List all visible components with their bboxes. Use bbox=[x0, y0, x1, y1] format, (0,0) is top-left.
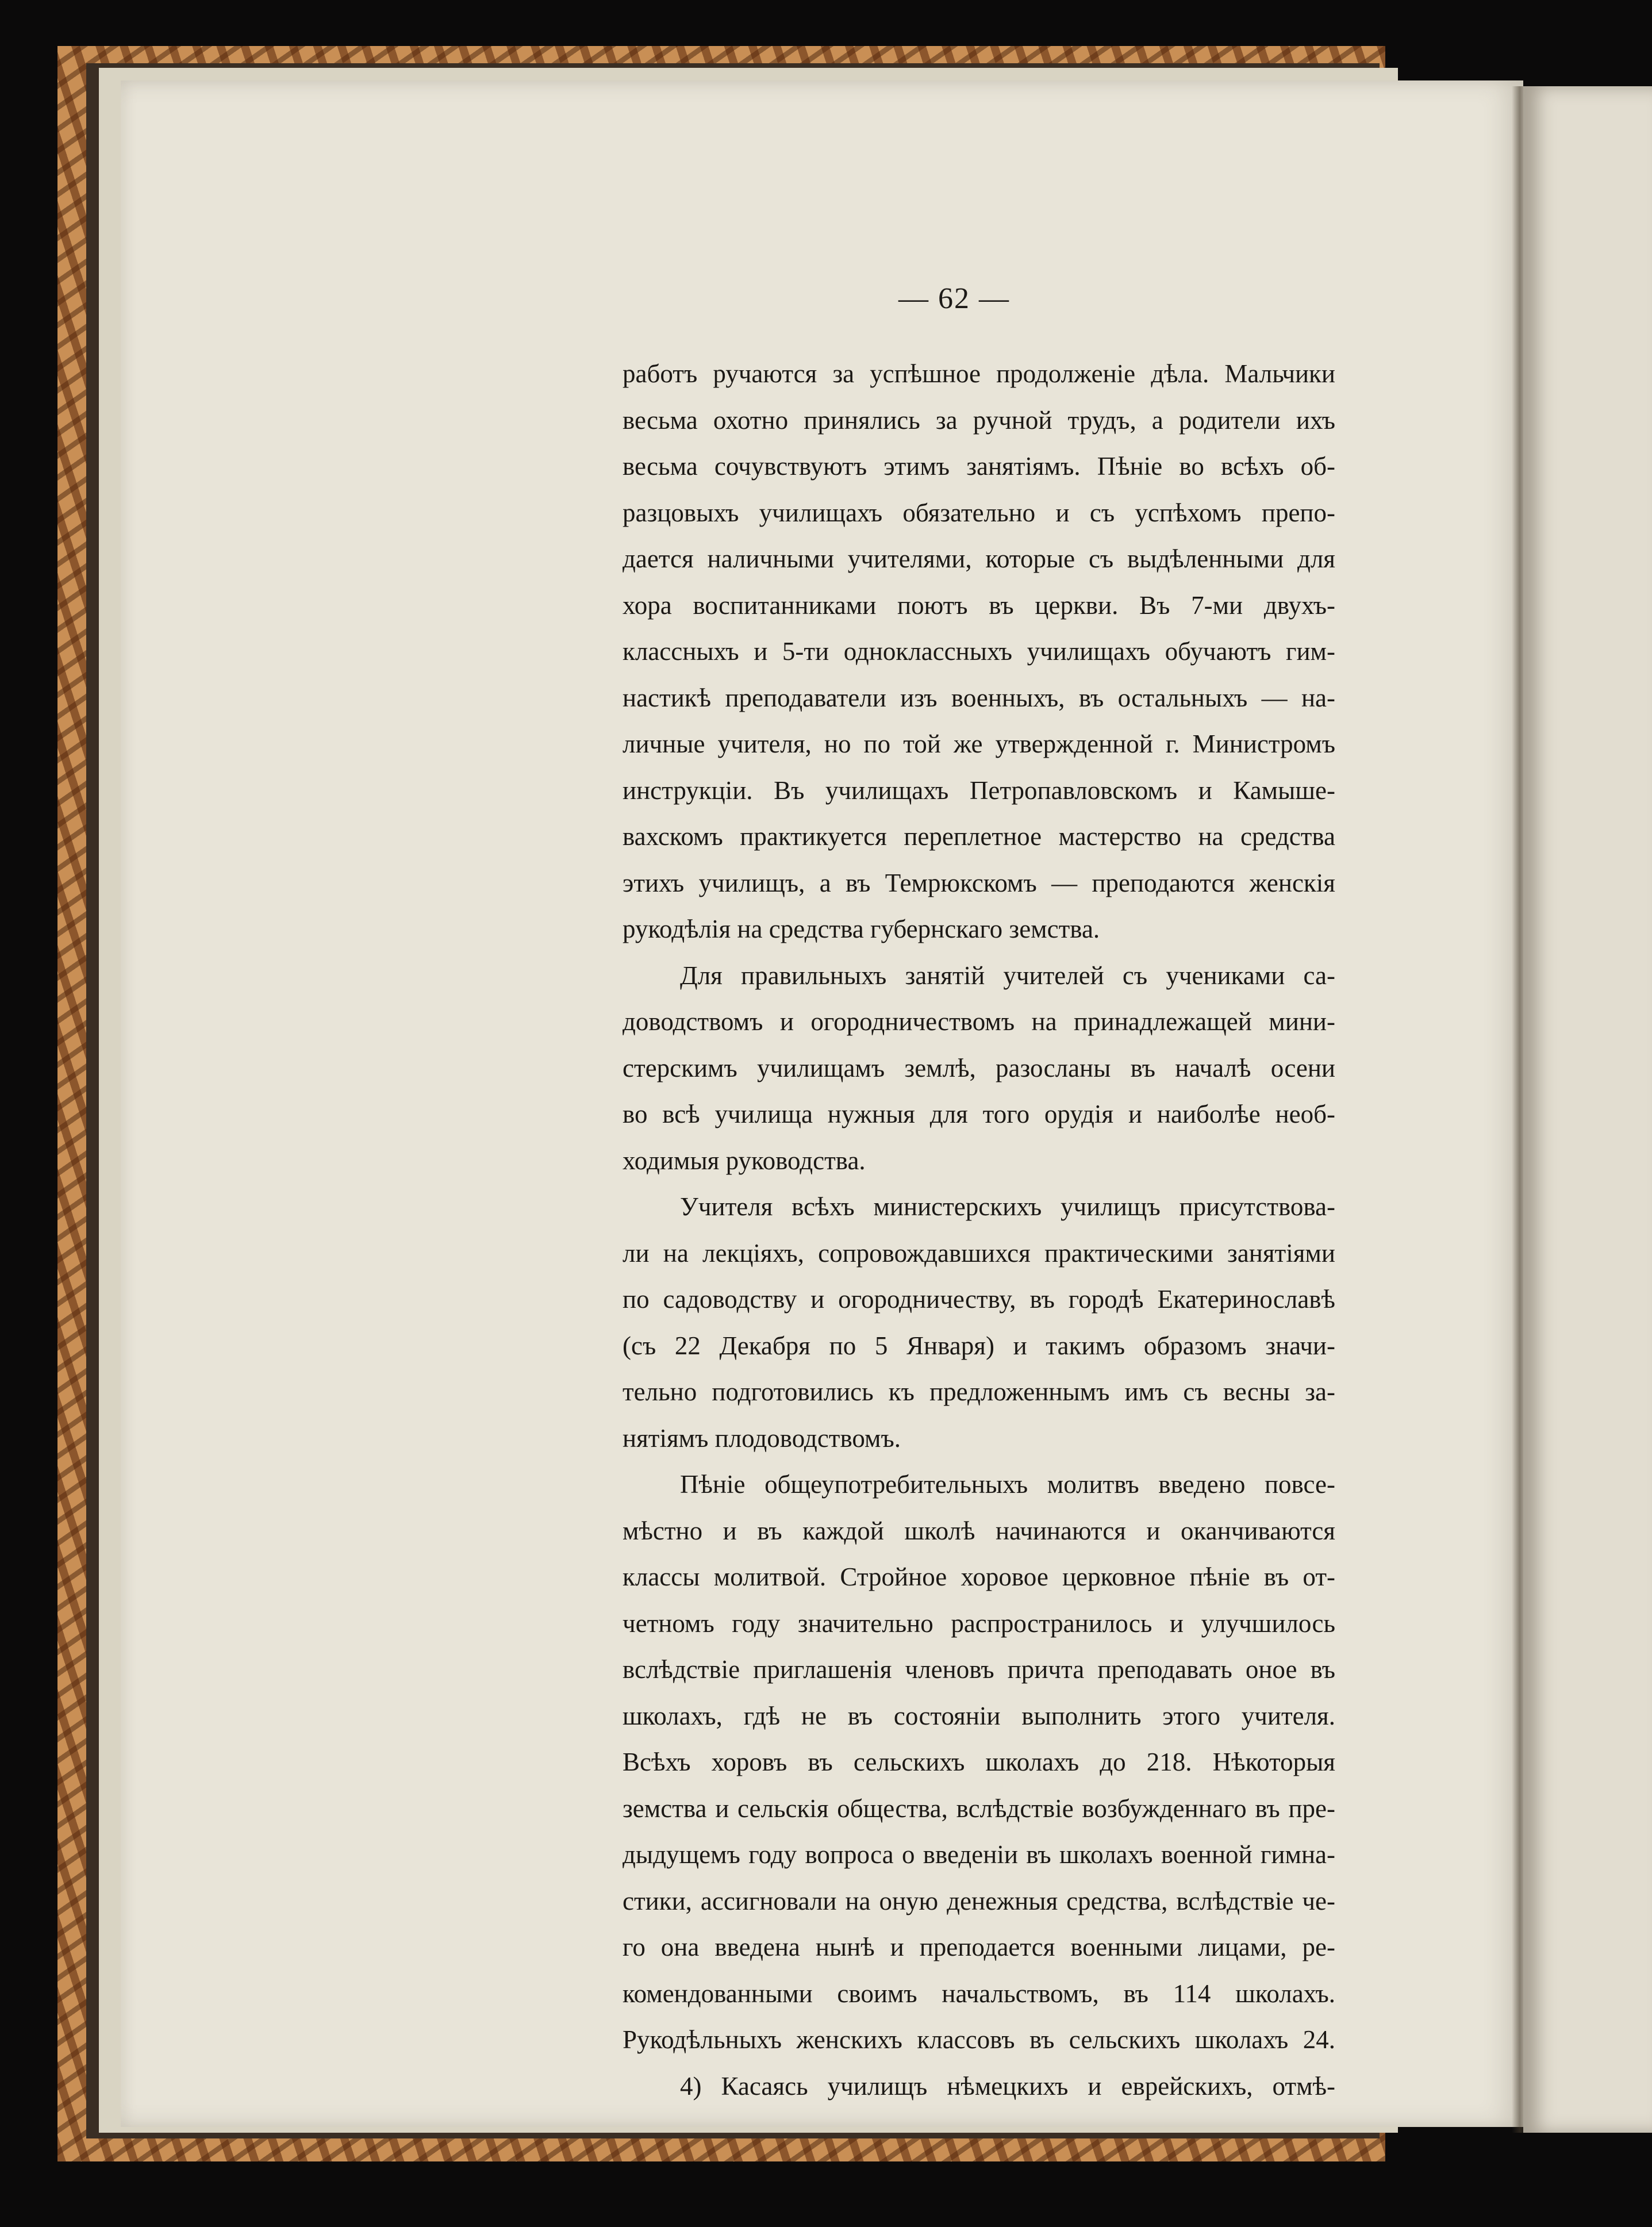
text-line: дается наличными учителями, которые съ выдѣленными для bbox=[623, 544, 1335, 573]
text-line: Учителя всѣхъ министерскихъ училищъ присутствова- bbox=[680, 1192, 1335, 1221]
body-text bbox=[623, 351, 1335, 2109]
text-line: личные учителя, но по той же утвержденной г. Министромъ bbox=[623, 729, 1335, 758]
text-line: по садоводству и огородничеству, въ городѣ Екатеринославѣ bbox=[623, 1285, 1335, 1314]
text-line: четномъ году значительно распространилось и улучшилось bbox=[623, 1608, 1335, 1638]
text-line: мѣстно и въ каждой школѣ начинаются и оканчиваются bbox=[623, 1516, 1335, 1545]
facing-page-edge bbox=[1523, 86, 1652, 2133]
text-line: школахъ, гдѣ не въ состояніи выполнить этого учителя. bbox=[623, 1701, 1335, 1730]
text-line: работъ ручаются за успѣшное продолженіе дѣла. Мальчики bbox=[623, 359, 1335, 388]
text-line: хора воспитанниками поютъ въ церкви. Въ 7-ми двухъ- bbox=[623, 590, 1335, 620]
text-line: комендованными своимъ начальствомъ, въ 114 школахъ. bbox=[623, 1979, 1335, 2008]
text-line: вслѣдствіе приглашенія членовъ причта преподавать оное въ bbox=[623, 1655, 1335, 1684]
text-line: классы молитвой. Стройное хоровое церковное пѣніе въ от- bbox=[623, 1562, 1335, 1591]
text-line: ли на лекціяхъ, сопровождавшихся практическими занятіями bbox=[623, 1238, 1335, 1268]
text-line: весьма охотно принялись за ручной трудъ, а родители ихъ bbox=[623, 405, 1335, 435]
text-line: рукодѣлія на средства губернскаго земства. bbox=[623, 915, 1100, 943]
text-line: этихъ училищъ, а въ Темрюкскомъ — преподаются женскія bbox=[623, 868, 1335, 897]
page-number: — 62 — bbox=[898, 282, 1010, 315]
text-line: разцовыхъ училищахъ обязательно и съ успѣхомъ препо- bbox=[623, 498, 1335, 527]
text-line: инструкціи. Въ училищахъ Петропавловскомъ и Камыше- bbox=[623, 775, 1335, 805]
text-line: стерскимъ училищамъ землѣ, разосланы въ началѣ осени bbox=[623, 1053, 1335, 1082]
text-line: Всѣхъ хоровъ въ сельскихъ школахъ до 218. Нѣкоторыя bbox=[623, 1748, 1335, 1776]
text-line: стики, ассигновали на оную денежныя средства, вслѣдствіе че- bbox=[623, 1886, 1335, 1915]
text-line: нятіямъ плодоводствомъ. bbox=[623, 1423, 901, 1453]
text-line: (съ 22 Декабря по 5 Января) и такимъ образомъ значи- bbox=[623, 1331, 1335, 1360]
text-line: Для правильныхъ занятій учителей съ учениками са- bbox=[680, 961, 1335, 990]
text-line: доводствомъ и огородничествомъ на принадлежащей мини- bbox=[623, 1007, 1335, 1036]
text-line: тельно подготовились къ предложеннымъ имъ съ весны за- bbox=[623, 1377, 1335, 1406]
text-line: Пѣніе общеупотребительныхъ молитвъ введено повсе- bbox=[680, 1470, 1335, 1499]
text-line: классныхъ и 5-ти одноклассныхъ училищахъ обучаютъ гим- bbox=[623, 637, 1335, 666]
text-line: Рукодѣльныхъ женскихъ классовъ въ сельскихъ школахъ 24. bbox=[623, 2025, 1335, 2054]
text-line: 4) Касаясь училищъ нѣмецкихъ и еврейскихъ, отмѣ- bbox=[680, 2071, 1335, 2101]
text-line: вахскомъ практикуется переплетное мастерство на средства bbox=[623, 822, 1335, 851]
text-line: дыдущемъ году вопроса о введеніи въ школахъ военной гимна- bbox=[623, 1840, 1335, 1869]
text-line: весьма сочувствуютъ этимъ занятіямъ. Пѣніе во всѣхъ об- bbox=[623, 452, 1335, 481]
text-line: го она введена нынѣ и преподается военными лицами, ре- bbox=[623, 1933, 1335, 1961]
text-line: во всѣ училища нужныя для того орудія и наиболѣе необ- bbox=[623, 1100, 1335, 1128]
text-line: настикѣ преподаватели изъ военныхъ, въ остальныхъ — на- bbox=[623, 683, 1335, 712]
text-line: ходимыя руководства. bbox=[623, 1146, 866, 1175]
text-line: земства и сельскія общества, вслѣдствіе возбужденнаго въ пре- bbox=[623, 1794, 1335, 1823]
